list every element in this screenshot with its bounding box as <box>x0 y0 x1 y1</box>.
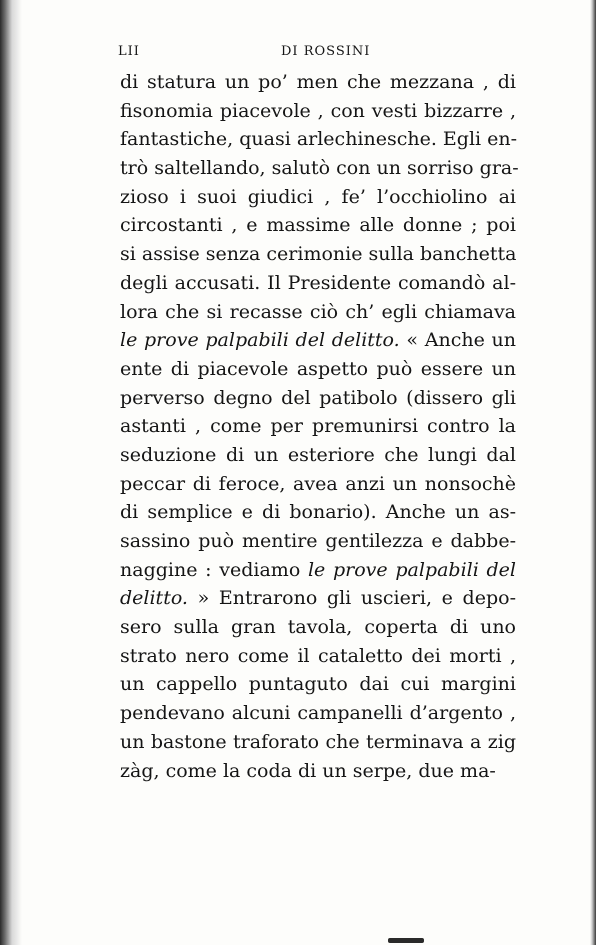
text-line <box>120 183 516 212</box>
text-segment: lora che si recasse ciò ch’ egli chiamava <box>120 300 516 323</box>
text-line <box>120 68 516 97</box>
text-line <box>120 441 516 470</box>
text-segment: zàg, come la coda di un serpe, due ma- <box>120 759 496 782</box>
text-line <box>120 470 516 499</box>
text-segment: seduzione di un esteriore che lungi dal <box>120 443 516 466</box>
text-line <box>120 97 516 126</box>
running-head <box>118 44 518 64</box>
ink-smudge <box>388 938 424 943</box>
text-line <box>120 556 516 585</box>
text-segment: sero sulla gran tavola, coperta di uno <box>120 616 516 639</box>
text-line <box>120 125 516 154</box>
text-segment: degli accusati. Il Presidente comandò al- <box>120 271 516 294</box>
text-segment: strato nero come il cataletto dei morti , <box>120 644 516 667</box>
italic-text: delitto. <box>120 587 188 610</box>
text-line <box>120 211 516 240</box>
text-segment: un bastone traforato che terminava a zig <box>120 730 516 753</box>
text-line <box>120 355 516 384</box>
text-segment: sassino può mentire gentilezza e dabbe- <box>120 530 516 552</box>
text-line <box>120 699 516 728</box>
body-text <box>120 68 519 785</box>
text-segment: si assise senza cerimonie sulla banchetta <box>120 243 517 266</box>
text-segment: di semplice e di bonario). Anche un as- <box>120 501 516 524</box>
text-segment: trò saltellando, salutò con un sorriso gra- <box>120 157 519 180</box>
text-line <box>120 412 516 441</box>
page-number: LII <box>118 44 140 59</box>
page-binding-shadow <box>0 0 22 945</box>
text-segment: « Anche un <box>399 329 516 352</box>
text-segment: pendevano alcuni campanelli d’argento , <box>120 702 516 725</box>
text-segment: circostanti , e massime alle donne ; poi <box>120 214 516 237</box>
text-segment: zioso i suoi giudici , fe’ l’occhiolino ai <box>120 185 516 208</box>
text-line <box>120 670 516 699</box>
text-line <box>120 757 516 786</box>
running-title: DI ROSSINI <box>281 44 371 59</box>
text-segment: perverso degno del patibolo (dissero gli <box>120 386 516 409</box>
text-segment: un cappello puntaguto dai cui margini <box>120 673 516 696</box>
text-line <box>120 298 516 327</box>
text-line <box>120 642 516 671</box>
text-segment: ente di piacevole aspetto può essere un <box>120 357 516 380</box>
text-segment: fisonomia piacevole , con vesti bizzarre , <box>120 99 516 122</box>
text-line <box>120 154 519 183</box>
text-segment: di statura un po’ men che mezzana , di <box>120 71 516 93</box>
text-line <box>120 326 516 355</box>
text-line <box>120 584 516 613</box>
text-segment: astanti , come per premunirsi contro la <box>120 415 516 438</box>
text-line <box>120 613 516 642</box>
text-line <box>120 498 516 527</box>
text-line <box>120 384 516 413</box>
text-line <box>120 269 516 298</box>
text-segment: naggine : vediamo <box>120 558 308 581</box>
text-segment: fantastiche, quasi arlechinesche. Egli en- <box>120 128 518 151</box>
text-segment: peccar di feroce, avea anzi un nonsochè <box>120 472 516 495</box>
italic-text: le prove palpabili del <box>307 558 516 581</box>
page-edge-shadow <box>590 0 596 945</box>
italic-text: le prove palpabili del delitto. <box>120 329 400 352</box>
text-line <box>120 240 516 269</box>
text-segment: » Entrarono gli uscieri, e depo- <box>187 587 516 610</box>
text-line <box>120 527 516 556</box>
text-line <box>120 728 516 757</box>
